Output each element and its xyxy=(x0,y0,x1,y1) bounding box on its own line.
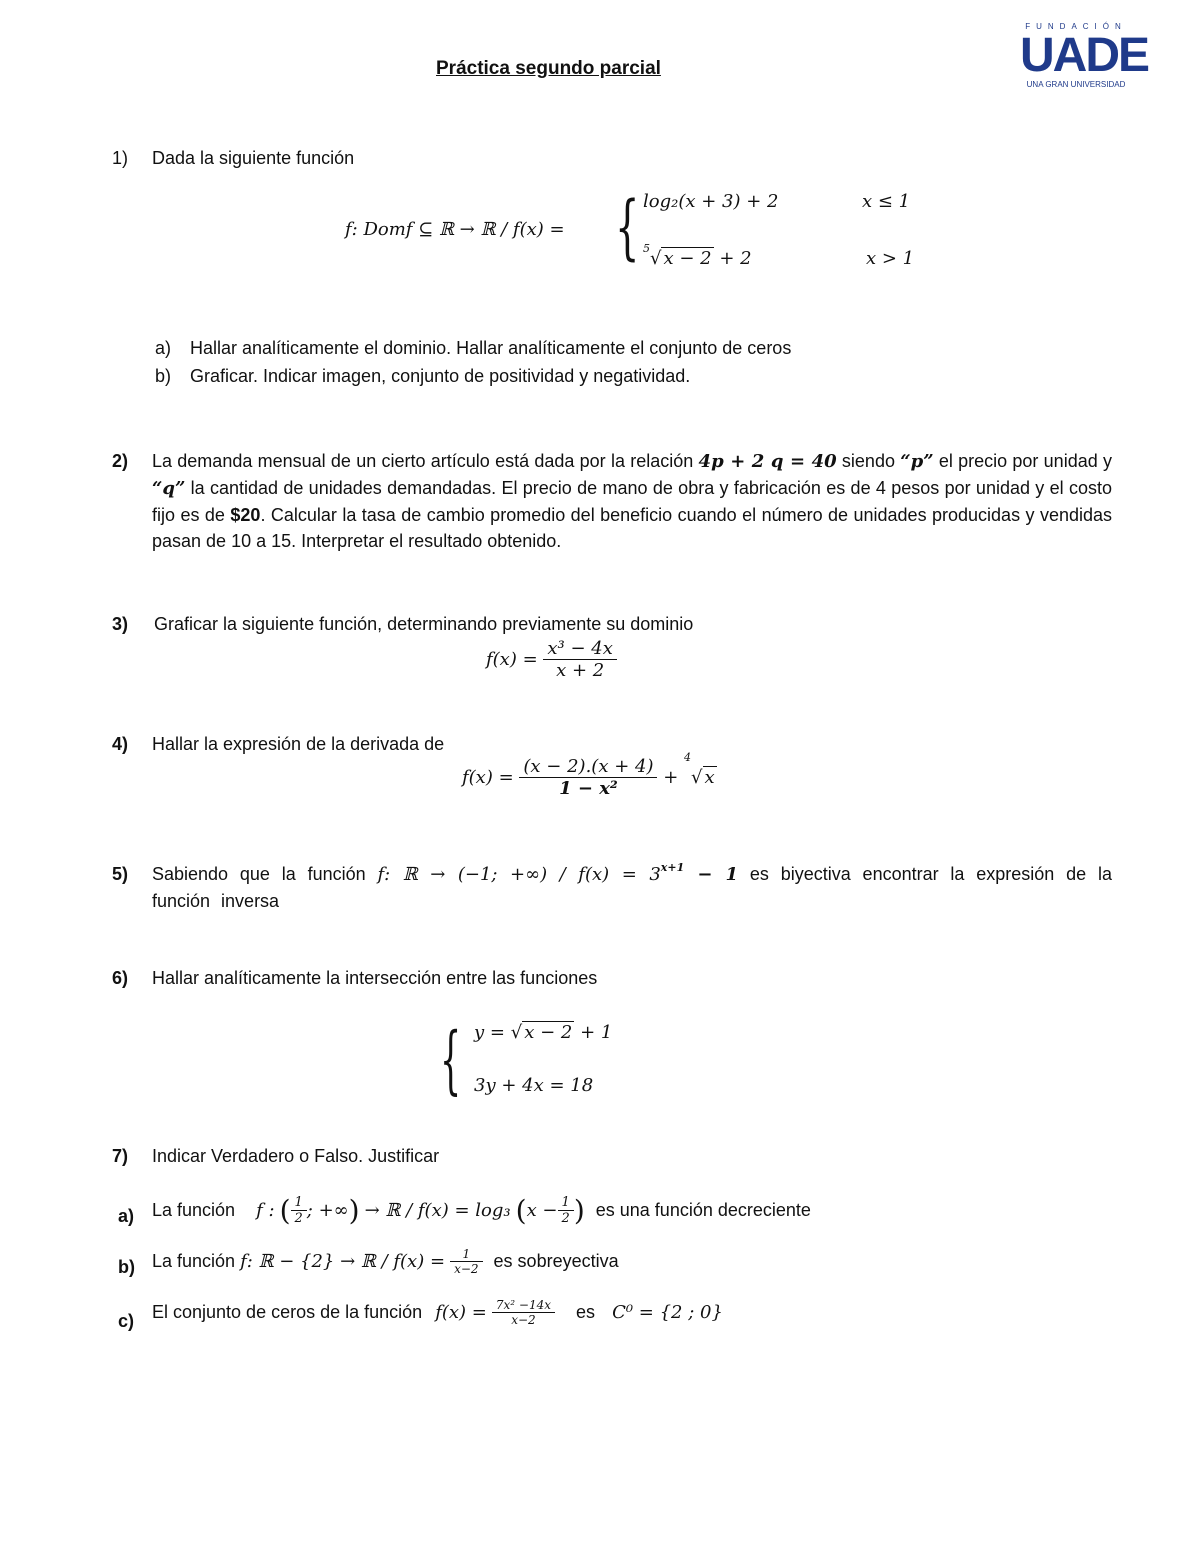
q2-p-symbol: “p” xyxy=(900,451,934,472)
radical-sign-icon: √ xyxy=(510,1022,523,1043)
q1-case1-cond: x ≤ 1 xyxy=(862,191,911,212)
q1-number: 1) xyxy=(112,148,129,168)
q4-text: Hallar la expresión de la derivada de xyxy=(152,734,445,754)
q7-b-label: b) xyxy=(118,1257,135,1277)
q3-numerator: x³ − 4x xyxy=(543,638,617,660)
q3-lhs: f(x) = xyxy=(486,649,538,670)
q5-exponent: x+1 xyxy=(660,861,685,874)
q2-relation: 4p + 2 q = 40 xyxy=(698,451,837,472)
q1-case2-expr xyxy=(643,242,752,269)
logo-top-text: FUNDACIÓN xyxy=(1025,22,1127,31)
q1-a-text: Hallar analíticamente el dominio. Hallar analíticamente el conjunto de ceros xyxy=(190,338,792,358)
q7-b-fraction: $\frac{1}{x-2}$ xyxy=(450,1247,482,1276)
q3-formula xyxy=(486,638,617,681)
q2-number: 2) xyxy=(112,451,129,471)
q7-c-fraction: $\frac{\text{7x² −14x}}{x-2}$ xyxy=(492,1298,555,1327)
q7-a-domain-fraction: $\frac{1}{2}$ xyxy=(291,1195,307,1226)
q5-expression: f: ℝ → (−1; +∞) / $f(x) = 3^{x+1} - 1$ xyxy=(377,861,739,885)
page-title: Práctica segundo parcial xyxy=(436,58,661,79)
q2-cost: $20 xyxy=(230,505,261,525)
q3-denominator: x + 2 xyxy=(556,660,605,681)
q7-b-statement: La función f: ℝ − {2} → ℝ / f(x) = $\frac{1}{x-2}$ es sobreyectiva xyxy=(152,1247,619,1276)
q5-paragraph: Sabiendo que la función f: ℝ → (−1; +∞) / $f(x) = 3^{x+1} - 1$ es biyectiva encontrar la expresión de la función inversa xyxy=(152,861,1112,911)
q1-case1-expr: log₂(x + 3) + 2 xyxy=(643,191,779,212)
q6-equation-2: 3y + 4x = 18 xyxy=(474,1075,594,1096)
q1-radicand: x − 2 xyxy=(663,248,712,269)
q3-number: 3) xyxy=(112,614,129,634)
q6-text: Hallar analíticamente la intersección entre las funciones xyxy=(152,968,598,988)
q7-c-set: C⁰ = {2 ; 0} xyxy=(612,1302,723,1323)
q4-number: 4) xyxy=(112,734,129,754)
q1-case2-rest: + 2 xyxy=(719,248,752,269)
q7-c-statement: El conjunto de ceros de la función f(x) = $\frac{\text{7x² −14x}}{x-2}$ es C⁰ = {2 ; 0} xyxy=(152,1298,723,1327)
q4-fraction xyxy=(519,756,657,799)
q1-b-text: Graficar. Indicar imagen, conjunto de positividad y negatividad. xyxy=(190,366,691,386)
q6-radicand: x − 2 xyxy=(524,1022,573,1043)
q1-function-lhs: f: Domf ⊆ ℝ → ℝ / f(x) = xyxy=(345,219,565,240)
q4-root-index: 4 xyxy=(684,750,692,764)
q1-left-brace: { xyxy=(615,186,640,268)
q2-q-symbol: “q” xyxy=(152,478,186,499)
q7-a-label: a) xyxy=(118,1206,135,1226)
q6-number: 6) xyxy=(112,968,129,988)
q4-formula xyxy=(462,750,717,799)
logo-main-text: UADE xyxy=(1020,29,1149,82)
logo-tagline: UNA GRAN UNIVERSIDAD xyxy=(1026,80,1126,89)
radical-sign-icon: √ xyxy=(650,248,662,269)
q6-equation-1: y = √ x − 2 + 1 xyxy=(474,1022,613,1043)
q4-radicand: x xyxy=(704,767,715,788)
q7-text: Indicar Verdadero o Falso. Justificar xyxy=(152,1146,440,1166)
q1-text: Dada la siguiente función xyxy=(152,148,355,168)
q7-a-arg-fraction: $\frac{1}{2}$ xyxy=(558,1195,574,1226)
q1-case2-cond: x > 1 xyxy=(866,248,915,269)
uade-logo xyxy=(1020,22,1149,90)
q7-a-statement: La función f : ( $\frac{1}{2}$ ; +∞) → ℝ / f(x) = log₃ (x − $\frac{1}{2}$ ) es una función decreciente xyxy=(152,1194,811,1227)
q4-plus: + xyxy=(663,767,679,788)
q4-numerator: (x − 2).(x + 4) xyxy=(519,756,657,778)
q3-text: Graficar la siguiente función, determinando previamente su dominio xyxy=(154,614,694,634)
q1-a-label: a) xyxy=(155,338,172,358)
q1-b-label: b) xyxy=(155,366,172,386)
q7-c-label: c) xyxy=(118,1311,135,1331)
q6-left-brace: { xyxy=(440,1017,462,1103)
q5-number: 5) xyxy=(112,864,129,884)
q3-fraction xyxy=(543,638,617,681)
q4-denominator: 1 − x² xyxy=(559,778,618,799)
q4-lhs: f(x) = xyxy=(462,767,514,788)
radical-sign-icon: √ xyxy=(691,767,703,788)
q7-number: 7) xyxy=(112,1146,129,1166)
q2-paragraph: La demanda mensual de un cierto artículo está dada por la relación 4p + 2 q = 40 siendo “p” el precio por unidad y “q” la cantidad de unidades demandadas. El precio de mano de obra y fabricación es de 4 pesos por unidad y el costo fijo es de $20. Calcular la tasa de cambio promedio del beneficio cuando el número de unidades producidas y vendidas pasan de 10 a 15. Interpretar el resultado obtenido. xyxy=(152,451,1113,551)
q1-root-index: 5 xyxy=(643,242,650,255)
